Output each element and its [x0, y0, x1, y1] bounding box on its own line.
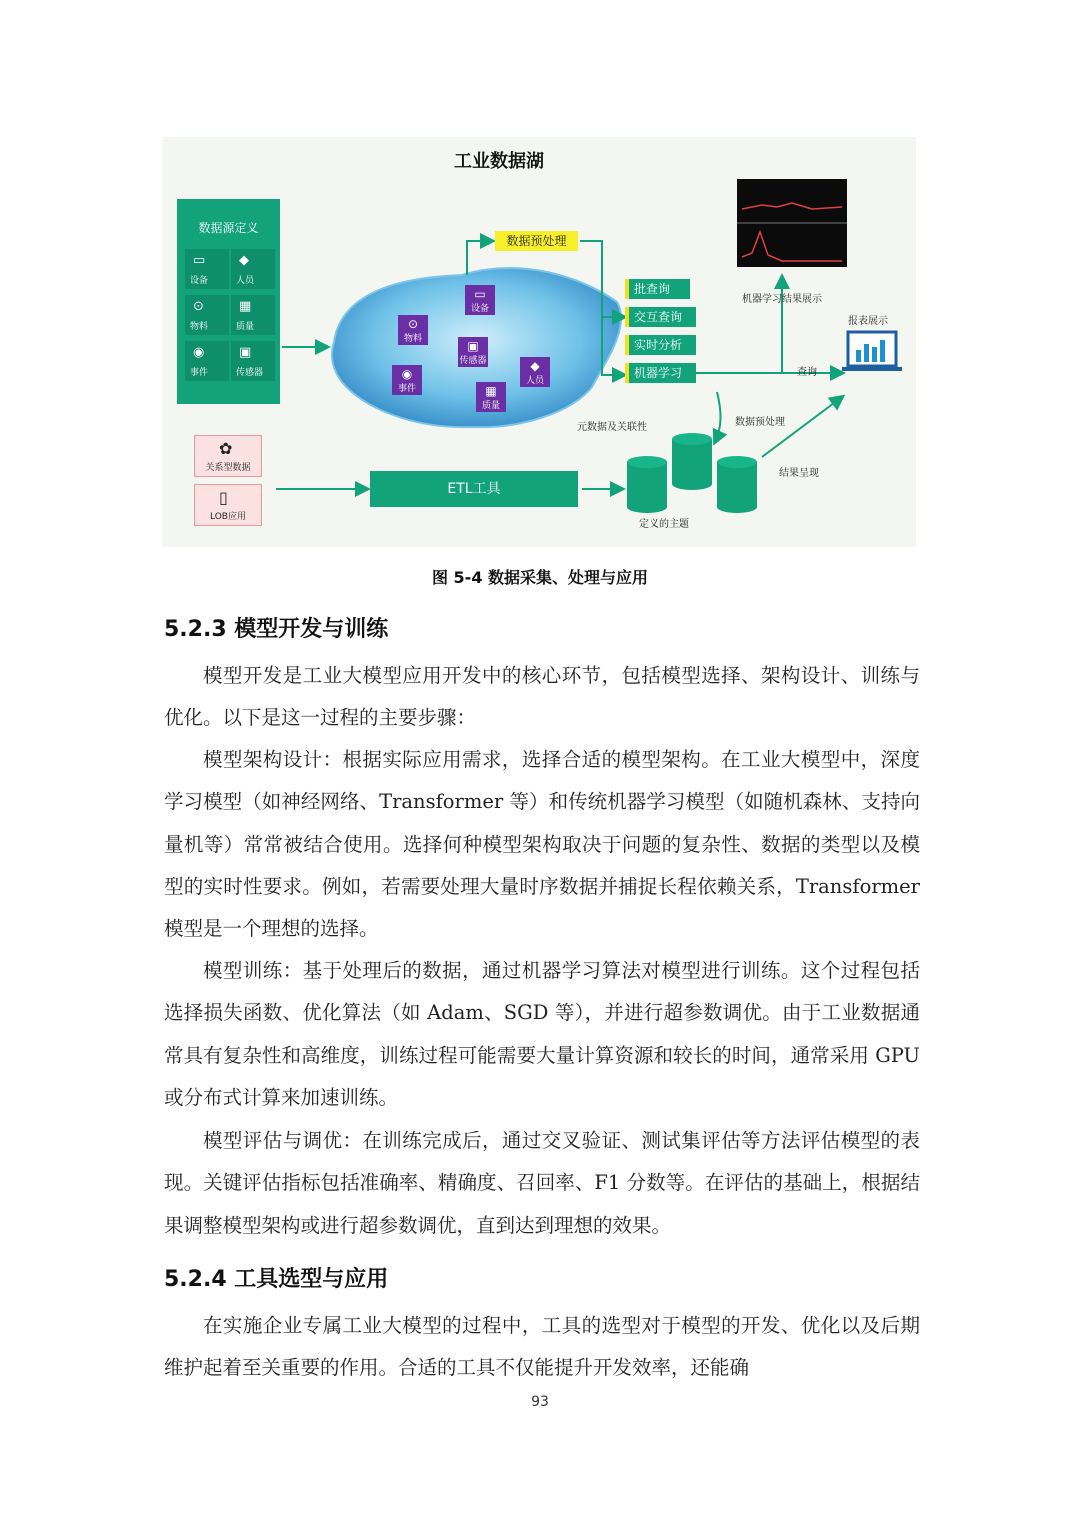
- source-tile-quality: ▦ 质量: [231, 295, 275, 335]
- query-ml: 机器学习: [625, 363, 696, 383]
- source-tile-event: ◉ 事件: [185, 341, 229, 381]
- source-tile-sensor: ▣ 传感器: [231, 341, 275, 381]
- material-icon: ⊙: [407, 317, 419, 331]
- query-label: 查询: [797, 367, 817, 378]
- lake-item-device: ▭ 设备: [465, 285, 495, 315]
- result-label: 结果呈现: [779, 468, 819, 479]
- person-icon: ◆: [530, 359, 540, 373]
- topic-label: 定义的主题: [639, 519, 689, 530]
- source-tile-person: ◆ 人员: [231, 249, 275, 289]
- figure-caption: 图 5-4 数据采集、处理与应用: [431, 568, 649, 587]
- lake-item-sensor: ▣ 传感器: [459, 339, 487, 366]
- ml-result-chart: [737, 179, 847, 267]
- source-tile-material: ⊙ 物料: [185, 295, 229, 335]
- etl-tool-box: ETL工具: [370, 471, 578, 507]
- source-tile-device: ▭ 设备: [185, 249, 229, 289]
- paragraph-training: 模型训练：基于处理后的数据，通过机器学习算法对模型进行训练。这个过程包括选择损失函数、优化算法（如 Adam、SGD 等），并进行超参数调优。由于工业数据通常具有复杂性和高维度，训练过程可能需要大量计算资源和较长的时间，通常采用 GPU 或分布式计算来加速训练。: [164, 959, 920, 1109]
- report-label: 报表展示: [848, 316, 888, 327]
- lob-app-box: ▯ LOB应用: [194, 484, 262, 526]
- lake-item-event: ◉ 事件: [392, 365, 422, 395]
- preprocess-box: 数据预处理: [495, 231, 578, 251]
- database-icon: [627, 433, 757, 513]
- event-icon: ◉: [193, 345, 205, 360]
- figure-title: 工业数据湖: [454, 151, 544, 172]
- page-number: 93: [531, 1394, 549, 1410]
- lake-item-person: ◆ 人员: [520, 357, 550, 387]
- sensor-icon: ▣: [239, 345, 252, 360]
- lake-item-quality: ▦ 质量: [476, 382, 506, 412]
- paragraph-evaluation: 模型评估与调优：在训练完成后，通过交叉验证、测试集评估等方法评估模型的表现。关键评估指标包括准确率、精确度、召回率、F1 分数等。在评估的基础上，根据结果调整模型架构或进行超参数调优，直到达到理想的效果。: [164, 1129, 920, 1237]
- network-icon: ✿: [219, 439, 233, 458]
- paragraph-intro: 模型开发是工业大模型应用开发中的核心环节，包括模型选择、架构设计、训练与优化。以下是这一过程的主要步骤：: [164, 664, 920, 730]
- query-batch: 批查询: [625, 279, 690, 299]
- source-definition-panel: [177, 199, 280, 404]
- device-icon: ▭: [474, 287, 486, 301]
- report-chart-icon: [842, 332, 902, 371]
- query-interactive: 交互查询: [625, 307, 696, 327]
- sensor-icon: ▣: [467, 339, 479, 353]
- query-realtime: 实时分析: [625, 335, 696, 355]
- metadata-label: 元数据及关联性: [577, 422, 647, 433]
- paragraph-architecture: 模型架构设计：根据实际应用需求，选择合适的模型架构。在工业大模型中，深度学习模型（如神经网络、Transformer 等）和传统机器学习模型（如随机森林、支持向量机等）常常被结合使用。选择何种模型架构取决于问题的复杂性、数据的类型以及模型的实时性要求。例如，若需要处理大量时序数据并捕捉长程依赖关系，Transformer 模型是一个理想的选择。: [164, 748, 920, 941]
- section-heading-5-2-3: 5.2.3 模型开发与训练: [164, 617, 389, 642]
- relational-data-box: ✿ 关系型数据: [194, 435, 262, 477]
- paragraph-tools: 在实施企业专属工业大模型的过程中，工具的选型对于模型的开发、优化以及后期维护起着至关重要的作用。合适的工具不仅能提升开发效率，还能确: [164, 1314, 920, 1380]
- data-preprocess-label: 数据预处理: [735, 417, 785, 428]
- document-icon: ▯: [219, 488, 228, 507]
- ml-result-label: 机器学习结果展示: [742, 294, 822, 305]
- person-icon: ◆: [239, 253, 249, 268]
- source-panel-title: 数据源定义: [198, 221, 259, 235]
- quality-icon: ▦: [239, 299, 252, 314]
- section-heading-5-2-4: 5.2.4 工具选型与应用: [164, 1267, 389, 1292]
- arrow-data-preprocess: [715, 392, 721, 442]
- event-icon: ◉: [401, 367, 413, 381]
- figure-data-lake: [162, 137, 916, 547]
- lake-item-material: ⊙ 物料: [398, 315, 428, 345]
- material-icon: ⊙: [193, 299, 204, 314]
- quality-icon: ▦: [485, 384, 497, 398]
- device-icon: ▭: [193, 253, 206, 268]
